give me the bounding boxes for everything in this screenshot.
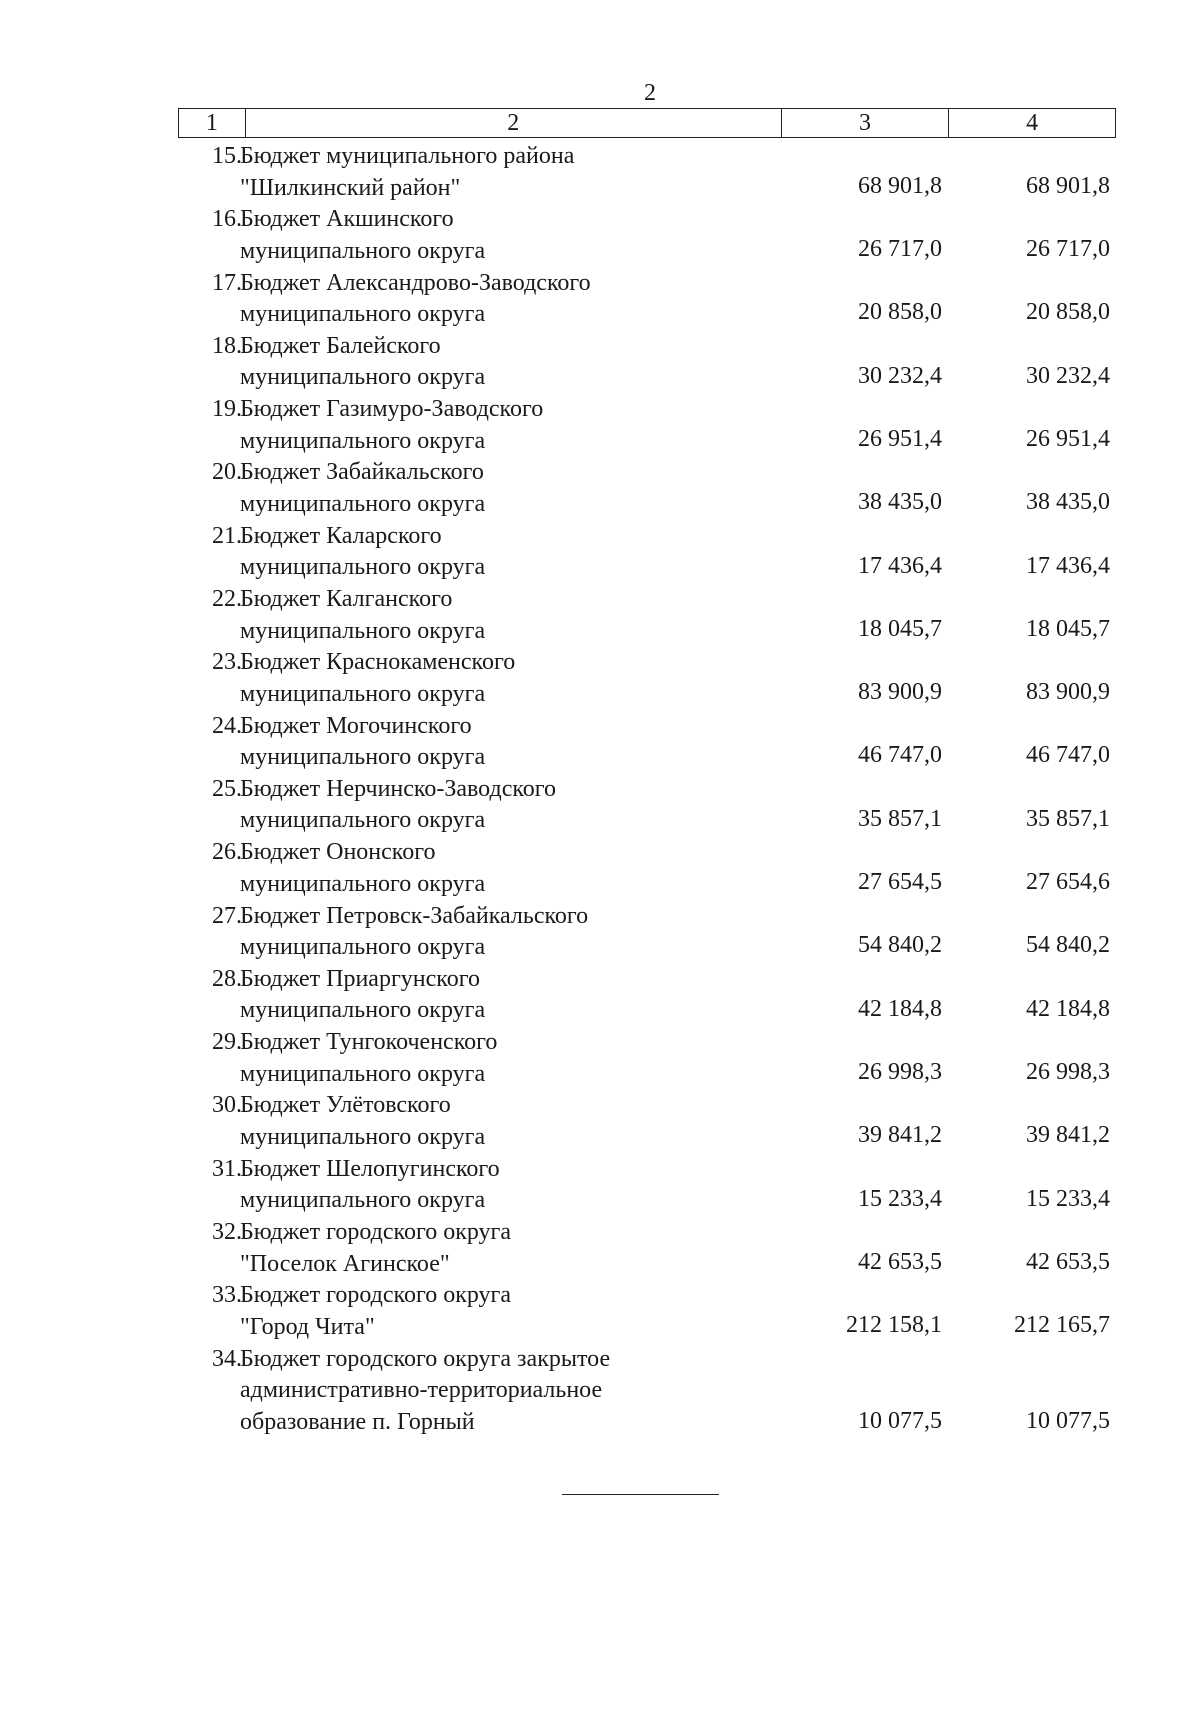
amount-col-4: 83 900,9 xyxy=(1026,679,1110,706)
amount-col-3: 20 858,0 xyxy=(858,299,942,326)
row-number: 30. xyxy=(212,1092,242,1119)
budget-table-body xyxy=(178,141,1116,1440)
budget-name-line: Бюджет Калганского xyxy=(240,586,453,613)
budget-name xyxy=(240,1344,760,1439)
amount-col-3: 30 232,4 xyxy=(858,362,942,389)
budget-name-line: Бюджет Ононского xyxy=(240,839,436,866)
budget-name-line: муниципального округа xyxy=(240,744,486,771)
budget-name-line: муниципального округа xyxy=(240,427,486,454)
row-number: 25. xyxy=(212,775,242,802)
table-row xyxy=(178,647,1116,710)
budget-name xyxy=(240,521,760,584)
table-row xyxy=(178,964,1116,1027)
budget-name-line: Бюджет городского округа xyxy=(240,1282,512,1309)
budget-name xyxy=(240,647,760,710)
amount-col-4: 27 654,6 xyxy=(1026,869,1110,896)
budget-name xyxy=(240,837,760,900)
table-row xyxy=(178,837,1116,900)
table-row xyxy=(178,141,1116,204)
budget-name-line: Бюджет Шелопугинского xyxy=(240,1155,500,1182)
budget-name-line: муниципального округа xyxy=(240,237,486,264)
table-row xyxy=(178,457,1116,520)
amount-col-3: 42 653,5 xyxy=(858,1248,942,1275)
row-number: 16. xyxy=(212,206,242,233)
budget-name-line: "Город Чита" xyxy=(240,1313,375,1340)
amount-col-3: 10 077,5 xyxy=(858,1408,942,1435)
row-number: 33. xyxy=(212,1282,242,1309)
budget-name xyxy=(240,331,760,394)
budget-name-line: Бюджет Нерчинско-Заводского xyxy=(240,775,557,802)
amount-col-4: 68 901,8 xyxy=(1026,172,1110,199)
header-col-3: 3 xyxy=(782,109,950,137)
amount-col-4: 35 857,1 xyxy=(1026,805,1110,832)
budget-name-line: Бюджет Александрово-Заводского xyxy=(240,269,591,296)
budget-name-line: "Шилкинский район" xyxy=(240,174,461,201)
amount-col-3: 46 747,0 xyxy=(858,742,942,769)
budget-name xyxy=(240,394,760,457)
amount-col-4: 17 436,4 xyxy=(1026,552,1110,579)
amount-col-4: 20 858,0 xyxy=(1026,299,1110,326)
budget-name xyxy=(240,204,760,267)
budget-name-line: муниципального округа xyxy=(240,680,486,707)
budget-name-line: муниципального округа xyxy=(240,807,486,834)
table-row xyxy=(178,1154,1116,1217)
row-number: 29. xyxy=(212,1029,242,1056)
budget-name-line: муниципального округа xyxy=(240,997,486,1024)
budget-name-line: Бюджет Акшинского xyxy=(240,206,454,233)
budget-name-line: Бюджет городского округа xyxy=(240,1219,512,1246)
budget-name-line: Бюджет Приаргунского xyxy=(240,965,480,992)
budget-name-line: муниципального округа xyxy=(240,301,486,328)
row-number: 28. xyxy=(212,965,242,992)
page-number: 2 xyxy=(644,80,656,106)
budget-name-line: Бюджет Тунгокоченского xyxy=(240,1029,498,1056)
table-row xyxy=(178,394,1116,457)
amount-col-3: 26 951,4 xyxy=(858,425,942,452)
row-number: 26. xyxy=(212,839,242,866)
budget-name xyxy=(240,584,760,647)
row-number: 20. xyxy=(212,459,242,486)
budget-name-line: муниципального округа xyxy=(240,934,486,961)
budget-name xyxy=(240,457,760,520)
table-row xyxy=(178,1027,1116,1090)
budget-name-line: муниципального округа xyxy=(240,1187,486,1214)
amount-col-4: 54 840,2 xyxy=(1026,932,1110,959)
budget-name-line: муниципального округа xyxy=(240,617,486,644)
budget-name-line: муниципального округа xyxy=(240,1060,486,1087)
table-row xyxy=(178,204,1116,267)
row-number: 19. xyxy=(212,396,242,423)
header-col-2: 2 xyxy=(246,109,782,137)
amount-col-3: 54 840,2 xyxy=(858,932,942,959)
header-col-4: 4 xyxy=(1026,110,1039,136)
budget-name-line: образование п. Горный xyxy=(240,1408,475,1435)
table-row xyxy=(178,521,1116,584)
row-number: 18. xyxy=(212,332,242,359)
table-row xyxy=(178,1217,1116,1280)
amount-col-4: 38 435,0 xyxy=(1026,489,1110,516)
header-col-1: 1 xyxy=(179,109,246,137)
amount-col-4: 15 233,4 xyxy=(1026,1185,1110,1212)
budget-name xyxy=(240,1154,760,1217)
budget-name-line: Бюджет городского округа закрытое xyxy=(240,1345,611,1372)
budget-name-line: "Поселок Агинское" xyxy=(240,1250,450,1277)
budget-name xyxy=(240,964,760,1027)
row-number: 23. xyxy=(212,649,242,676)
budget-name xyxy=(240,901,760,964)
amount-col-3: 17 436,4 xyxy=(858,552,942,579)
table-header-row xyxy=(178,108,1116,138)
end-divider xyxy=(562,1494,719,1495)
budget-name-line: муниципального округа xyxy=(240,364,486,391)
table-row xyxy=(178,901,1116,964)
amount-col-3: 18 045,7 xyxy=(858,615,942,642)
budget-name xyxy=(240,774,760,837)
budget-name xyxy=(240,711,760,774)
budget-name xyxy=(240,1090,760,1153)
budget-name-line: Бюджет Каларского xyxy=(240,522,442,549)
budget-name xyxy=(240,1217,760,1280)
budget-name xyxy=(240,268,760,331)
table-row xyxy=(178,268,1116,331)
table-row xyxy=(178,331,1116,394)
budget-name-line: муниципального округа xyxy=(240,554,486,581)
budget-name-line: Бюджет Петровск-Забайкальского xyxy=(240,902,589,929)
budget-name-line: Бюджет Забайкальского xyxy=(240,459,484,486)
amount-col-4: 18 045,7 xyxy=(1026,615,1110,642)
amount-col-4: 46 747,0 xyxy=(1026,742,1110,769)
amount-col-3: 42 184,8 xyxy=(858,995,942,1022)
budget-name-line: муниципального округа xyxy=(240,1123,486,1150)
amount-col-3: 15 233,4 xyxy=(858,1185,942,1212)
amount-col-4: 42 184,8 xyxy=(1026,995,1110,1022)
amount-col-4: 42 653,5 xyxy=(1026,1248,1110,1275)
row-number: 22. xyxy=(212,586,242,613)
amount-col-3: 68 901,8 xyxy=(858,172,942,199)
budget-name-line: административно-территориальное xyxy=(240,1377,603,1404)
budget-name-line: муниципального округа xyxy=(240,870,486,897)
budget-name xyxy=(240,1027,760,1090)
amount-col-4: 39 841,2 xyxy=(1026,1122,1110,1149)
table-row xyxy=(178,1344,1116,1440)
budget-name-line: Бюджет муниципального района xyxy=(240,143,575,169)
row-number: 31. xyxy=(212,1155,242,1182)
budget-name-line: Бюджет Газимуро-Заводского xyxy=(240,396,544,423)
amount-col-4: 30 232,4 xyxy=(1026,362,1110,389)
amount-col-4: 26 717,0 xyxy=(1026,236,1110,263)
row-number: 24. xyxy=(212,712,242,739)
amount-col-3: 27 654,5 xyxy=(858,869,942,896)
row-number: 21. xyxy=(212,522,242,549)
table-row xyxy=(178,584,1116,647)
table-row xyxy=(178,1280,1116,1343)
amount-col-3: 83 900,9 xyxy=(858,679,942,706)
amount-col-3: 35 857,1 xyxy=(858,805,942,832)
table-row xyxy=(178,1090,1116,1153)
row-number: 34. xyxy=(212,1345,242,1372)
budget-name xyxy=(240,141,760,204)
amount-col-3: 212 158,1 xyxy=(846,1312,942,1339)
row-number: 32. xyxy=(212,1219,242,1246)
amount-col-3: 26 717,0 xyxy=(858,236,942,263)
budget-name-line: Бюджет Могочинского xyxy=(240,712,472,739)
amount-col-4: 26 998,3 xyxy=(1026,1058,1110,1085)
amount-col-3: 39 841,2 xyxy=(858,1122,942,1149)
row-number: 27. xyxy=(212,902,242,929)
budget-name-line: Бюджет Краснокаменского xyxy=(240,649,516,676)
amount-col-4: 10 077,5 xyxy=(1026,1408,1110,1435)
amount-col-4: 212 165,7 xyxy=(1014,1312,1110,1339)
table-row xyxy=(178,711,1116,774)
amount-col-4: 26 951,4 xyxy=(1026,425,1110,452)
budget-name-line: Бюджет Улётовского xyxy=(240,1092,451,1119)
table-row xyxy=(178,774,1116,837)
budget-name-line: муниципального округа xyxy=(240,490,486,517)
amount-col-3: 26 998,3 xyxy=(858,1058,942,1085)
row-number: 17. xyxy=(212,269,242,296)
budget-name-line: Бюджет Балейского xyxy=(240,332,441,359)
amount-col-3: 38 435,0 xyxy=(858,489,942,516)
row-number: 15. xyxy=(212,143,242,169)
budget-name xyxy=(240,1280,760,1343)
